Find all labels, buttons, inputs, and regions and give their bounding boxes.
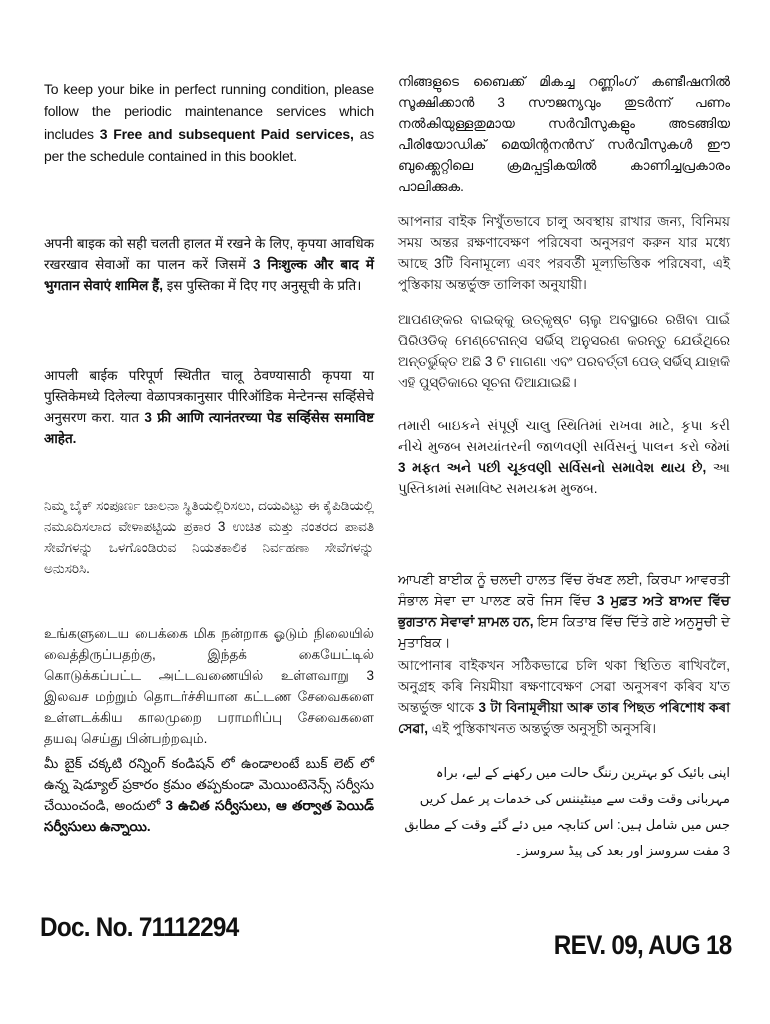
- paragraph-telugu: మీ బైక్ చక్కటి రన్నింగ్ కండిషన్ లో ఉండాలంటే బుక్ లెట్ లో ఉన్న షెడ్యూల్ ప్రకారం క్రమం తప్పకుండా మెయింటెనెన్స్ సర్వీసు చేయించండి, అందులో 3 ఉచిత సర్వీసులు, ఆ తర్వాత పెయిడ్ సర్వీసులు ఉన్నాయి.: [44, 756, 374, 834]
- revision-label: REV. 09, AUG 18: [554, 930, 732, 960]
- paragraph-kannada: ನಿಮ್ಮ ಬೈಕ್ ಸಂಪೂರ್ಣ ಚಾಲನಾ ಸ್ಥಿತಿಯಲ್ಲಿರಿಸಲು, ದಯವಿಟ್ಟು ಈ ಕೈಪಿಡಿಯಲ್ಲಿ ನಮೂದಿಸಲಾದ ವೇಳಾಪಟ್ಟಿಯ ಪ್ರಕಾರ 3 ಉಚಿತ ಮತ್ತು ನಂತರದ ಪಾವತಿ ಸೇವೆಗಳನ್ನು ಒಳಗೊಂಡಿರುವ ನಿಯತಕಾಲಿಕ ನಿರ್ವಹಣಾ ಸೇವೆಗಳನ್ನು ಅನುಸರಿಸಿ.: [44, 498, 375, 576]
- paragraph-marathi: आपली बाईक परिपूर्ण स्थितीत चालू ठेवण्यासाठी कृपया या पुस्तिकेमध्ये दिलेल्या वेळापत्रकानुसार पीरिऑडिक मेन्टेनन्स सर्व्हिसेचे अनुसरण करा. यात 3 फ्री आणि त्यानंतरच्या पेड सर्व्हिसेस समाविष्ट आहेत.: [44, 368, 375, 446]
- paragraph-gujarati: તમારી બાઇકને સંપૂર્ણ ચાલુ સ્થિતિમાં રાખવા માટે, કૃપા કરી નીચે મુજબ સમયાંતરની જાળવણી સર્વિસનું પાલન કરો જેમાં 3 મફત અને પછી ચૂકવણી સર્વિસનો સમાવેશ થાય છે, આ પુસ્તિકામાં સમાવિષ્ટ સમયક્રમ મુજબ.: [398, 418, 730, 496]
- document-number: Doc. No. 71112294: [40, 912, 239, 942]
- paragraph-assamese: আপোনাৰ বাইকখন সঠিকভাৱে চলি থকা স্থিতিত ৰাখিবলৈ, অনুগ্ৰহ কৰি নিয়মীয়া ৰক্ষণাবেক্ষণ সেৱা অনুসৰণ কৰিব য'ত অন্তৰ্ভুক্ত থাকে 3 টা বিনামূলীয়া আৰু তাৰ পিছত পৰিশোধ কৰা সেৱা, এই পুস্তিকাখনত অন্তৰ্ভুক্ত অনুসূচী অনুসৰি।: [398, 658, 730, 736]
- paragraph-malayalam: നിങ്ങളുടെ ബൈക്ക് മികച്ച റണ്ണിംഗ് കണ്ടീഷനിൽ സൂക്ഷിക്കാൻ 3 സൗജന്യവും തുടർന്ന് പണം നൽകിയുള്ളതുമായ സർവീസുകളും അടങ്ങിയ പീരിയോഡിക് മെയിന്റനൻസ് സർവീസുകൾ ഈ ബുക്ക്ലെറ്റിലെ ക്രമപ്പട്ടികയിൽ കാണിച്ചപ്രകാരം പാലിക്കുക.: [398, 74, 730, 194]
- paragraph-english: To keep your bike in perfect running condition, please follow the periodic maintenance services which includes 3 Free and subsequent Paid services, as per the schedule contained in this booklet.: [44, 81, 374, 165]
- paragraph-bengali: আপনার বাইক নিখুঁতভাবে চালু অবস্থায় রাখার জন্য, বিনিময় সময় অন্তর রক্ষণাবেক্ষণ পরিষেবা অনুসরণ করুন যার মধ্যে আছে 3টি বিনামূল্যে এবং পরবর্তী মূল্যভিত্তিক পরিষেবা, এই পুস্তিকায় অন্তর্ভুক্ত তালিকা অনুযায়ী।: [398, 214, 730, 292]
- paragraph-oriya: ଆପଣଙ୍କର ବାଇକ୍‌କୁ ଉତ୍କୃଷ୍ଟ ଚାଲୁ ଅବସ୍ଥାରେ ରଖିବା ପାଇଁ ପିରିଓଡିକ୍ ମେଣ୍ଟେନାନ୍ସ ସର୍ଭିସ୍ ଅନୁସରଣ କରନ୍ତୁ ଯେଉଁଥିରେ ଅନ୍ତର୍ଭୁକ୍ତ ଅଛି 3 ଟି ମାଗଣା ଏବଂ ପରବର୍ତ୍ତୀ ପେଡ୍ ସର୍ଭିସ୍ ଯାହାକି ଏହି ପୁସ୍ତିକାରେ ସୂଚନା ଦିଆଯାଇଛି।: [398, 312, 730, 390]
- paragraph-hindi: अपनी बाइक को सही चलती हालत में रखने के लिए, कृपया आवधिक रखरखाव सेवाओं का पालन करें जिसमें 3 निःशुल्क और बाद में भुगतान सेवाएं शामिल हैं, इस पुस्तिका में दिए गए अनुसूची के प्रति।: [44, 236, 374, 293]
- paragraph-tamil: உங்களுடைய பைக்கை மிக நன்றாக ஓடும் நிலையில் வைத்திருப்பதற்கு, இந்தக் கையேட்டில் கொடுக்கப்பட்ட அட்டவணையில் உள்ளவாறு 3 இலவச மற்றும் தொடர்ச்சியான கட்டண சேவைகளை உள்ளடக்கிய காலமுறை பராமரிப்பு சேவைகளை தயவு செய்து பின்பற்றவும்.: [44, 626, 374, 746]
- paragraph-punjabi: ਆਪਣੀ ਬਾਈਕ ਨੂੰ ਚਲਦੀ ਹਾਲਤ ਵਿੱਚ ਰੱਖਣ ਲਈ, ਕਿਰਪਾ ਆਵਰਤੀ ਸੰਭਾਲ ਸੇਵਾ ਦਾ ਪਾਲਣ ਕਰੋ ਜਿਸ ਵਿੱਚ 3 ਮੁਫ਼ਤ ਅਤੇ ਬਾਅਦ ਵਿੱਚ ਭੁਗਤਾਨ ਸੇਵਾਵਾਂ ਸ਼ਾਮਲ ਹਨ, ਇਸ ਕਿਤਾਬ ਵਿੱਚ ਦਿੱਤੇ ਗਏ ਅਨੁਸੂਚੀ ਦੇ ਮੁਤਾਬਿਕ।: [398, 572, 730, 650]
- paragraph-urdu: اپنی بائیک کو بہترین رننگ حالت میں رکھنے کے لیے، براہ مہربانی وقت وقت سے مینٹیننس کی خدمات پر عمل کریں جس میں شامل ہیں: اس کتابچہ میں دئے گئے وقت کے مطابق 3 مفت سروسز اور بعد کی پیڈ سروسز۔: [404, 765, 730, 858]
